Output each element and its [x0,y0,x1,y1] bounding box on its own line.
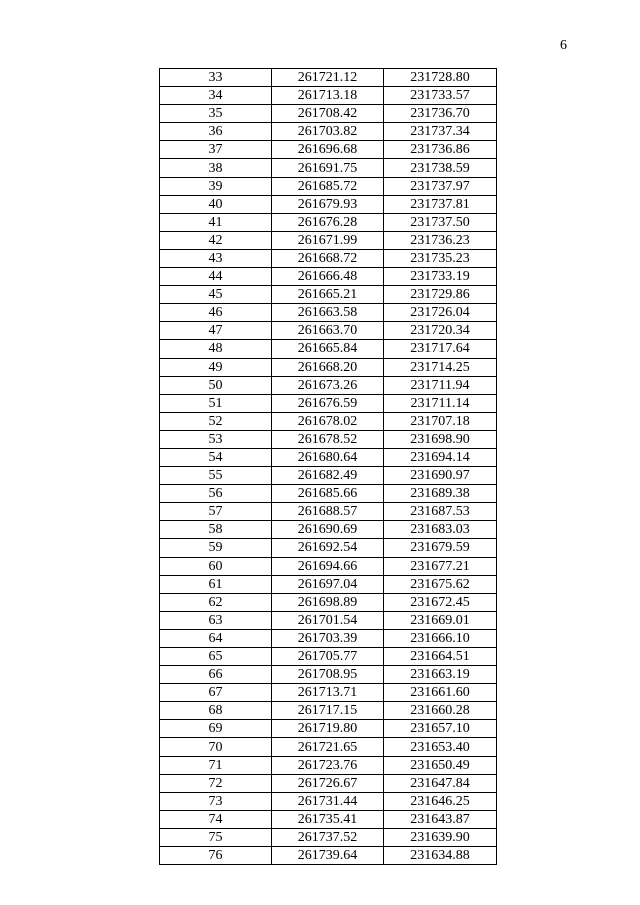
x-coordinate-cell: 261682.49 [272,467,384,485]
point-number-cell: 45 [160,286,272,304]
table-row [160,376,497,394]
y-coordinate-cell: 231672.45 [384,593,497,611]
y-coordinate-cell: 231736.70 [384,105,497,123]
point-number-cell: 34 [160,87,272,105]
x-coordinate-cell: 261708.42 [272,105,384,123]
y-coordinate-cell: 231737.34 [384,123,497,141]
y-coordinate-cell: 231643.87 [384,810,497,828]
point-number-cell: 71 [160,756,272,774]
y-coordinate-cell: 231660.28 [384,702,497,720]
x-coordinate-cell: 261713.71 [272,684,384,702]
table-row [160,738,497,756]
point-number-cell: 44 [160,268,272,286]
point-number-cell: 68 [160,702,272,720]
y-coordinate-cell: 231711.94 [384,376,497,394]
y-coordinate-cell: 231679.59 [384,539,497,557]
y-coordinate-cell: 231683.03 [384,521,497,539]
y-coordinate-cell: 231698.90 [384,430,497,448]
point-number-cell: 64 [160,629,272,647]
x-coordinate-cell: 261663.58 [272,304,384,322]
table-row [160,286,497,304]
point-number-cell: 51 [160,394,272,412]
x-coordinate-cell: 261691.75 [272,159,384,177]
point-number-cell: 39 [160,177,272,195]
point-number-cell: 75 [160,828,272,846]
x-coordinate-cell: 261685.66 [272,485,384,503]
point-number-cell: 62 [160,593,272,611]
table-row [160,611,497,629]
x-coordinate-cell: 261721.12 [272,69,384,87]
point-number-cell: 70 [160,738,272,756]
table-row [160,322,497,340]
table-row [160,666,497,684]
table-row [160,177,497,195]
table-row [160,195,497,213]
x-coordinate-cell: 261703.82 [272,123,384,141]
x-coordinate-cell: 261726.67 [272,774,384,792]
point-number-cell: 66 [160,666,272,684]
y-coordinate-cell: 231733.19 [384,268,497,286]
point-number-cell: 38 [160,159,272,177]
table-row [160,231,497,249]
x-coordinate-cell: 261680.64 [272,448,384,466]
x-coordinate-cell: 261696.68 [272,141,384,159]
y-coordinate-cell: 231650.49 [384,756,497,774]
point-number-cell: 48 [160,340,272,358]
point-number-cell: 65 [160,648,272,666]
table-row [160,394,497,412]
x-coordinate-cell: 261678.52 [272,430,384,448]
point-number-cell: 36 [160,123,272,141]
table-row [160,268,497,286]
point-number-cell: 42 [160,231,272,249]
table-row [160,467,497,485]
x-coordinate-cell: 261679.93 [272,195,384,213]
y-coordinate-cell: 231687.53 [384,503,497,521]
x-coordinate-cell: 261668.20 [272,358,384,376]
x-coordinate-cell: 261676.28 [272,213,384,231]
table-row [160,358,497,376]
y-coordinate-cell: 231736.86 [384,141,497,159]
page-number: 6 [560,38,567,53]
y-coordinate-cell: 231737.50 [384,213,497,231]
x-coordinate-cell: 261717.15 [272,702,384,720]
table-row [160,412,497,430]
table-row [160,430,497,448]
x-coordinate-cell: 261721.65 [272,738,384,756]
y-coordinate-cell: 231690.97 [384,467,497,485]
x-coordinate-cell: 261703.39 [272,629,384,647]
x-coordinate-cell: 261671.99 [272,231,384,249]
point-number-cell: 41 [160,213,272,231]
table-row [160,123,497,141]
y-coordinate-cell: 231717.64 [384,340,497,358]
point-number-cell: 60 [160,557,272,575]
y-coordinate-cell: 231666.10 [384,629,497,647]
table-row [160,557,497,575]
x-coordinate-cell: 261665.21 [272,286,384,304]
y-coordinate-cell: 231646.25 [384,792,497,810]
point-number-cell: 59 [160,539,272,557]
y-coordinate-cell: 231657.10 [384,720,497,738]
point-number-cell: 67 [160,684,272,702]
table-row [160,304,497,322]
table-row [160,684,497,702]
y-coordinate-cell: 231737.97 [384,177,497,195]
point-number-cell: 63 [160,611,272,629]
table-row [160,539,497,557]
table-row [160,702,497,720]
y-coordinate-cell: 231689.38 [384,485,497,503]
point-number-cell: 72 [160,774,272,792]
point-number-cell: 69 [160,720,272,738]
point-number-cell: 54 [160,448,272,466]
table-row [160,792,497,810]
coordinates-table [159,68,497,865]
x-coordinate-cell: 261673.26 [272,376,384,394]
x-coordinate-cell: 261694.66 [272,557,384,575]
x-coordinate-cell: 261731.44 [272,792,384,810]
point-number-cell: 40 [160,195,272,213]
x-coordinate-cell: 261701.54 [272,611,384,629]
y-coordinate-cell: 231737.81 [384,195,497,213]
table-row [160,593,497,611]
point-number-cell: 46 [160,304,272,322]
table-row [160,485,497,503]
table-row [160,828,497,846]
table-row [160,774,497,792]
x-coordinate-cell: 261708.95 [272,666,384,684]
table-row [160,629,497,647]
y-coordinate-cell: 231720.34 [384,322,497,340]
y-coordinate-cell: 231726.04 [384,304,497,322]
x-coordinate-cell: 261719.80 [272,720,384,738]
point-number-cell: 73 [160,792,272,810]
x-coordinate-cell: 261735.41 [272,810,384,828]
table-row [160,69,497,87]
point-number-cell: 76 [160,847,272,865]
x-coordinate-cell: 261678.02 [272,412,384,430]
y-coordinate-cell: 231738.59 [384,159,497,177]
y-coordinate-cell: 231661.60 [384,684,497,702]
x-coordinate-cell: 261676.59 [272,394,384,412]
y-coordinate-cell: 231634.88 [384,847,497,865]
y-coordinate-cell: 231639.90 [384,828,497,846]
table-row [160,87,497,105]
table-row [160,213,497,231]
x-coordinate-cell: 261705.77 [272,648,384,666]
table-row [160,810,497,828]
point-number-cell: 43 [160,249,272,267]
point-number-cell: 52 [160,412,272,430]
y-coordinate-cell: 231653.40 [384,738,497,756]
y-coordinate-cell: 231707.18 [384,412,497,430]
point-number-cell: 61 [160,575,272,593]
y-coordinate-cell: 231729.86 [384,286,497,304]
y-coordinate-cell: 231733.57 [384,87,497,105]
table-row [160,756,497,774]
x-coordinate-cell: 261737.52 [272,828,384,846]
x-coordinate-cell: 261697.04 [272,575,384,593]
y-coordinate-cell: 231669.01 [384,611,497,629]
table-row [160,648,497,666]
coordinates-table-body [160,69,497,865]
y-coordinate-cell: 231675.62 [384,575,497,593]
x-coordinate-cell: 261723.76 [272,756,384,774]
x-coordinate-cell: 261685.72 [272,177,384,195]
y-coordinate-cell: 231714.25 [384,358,497,376]
y-coordinate-cell: 231677.21 [384,557,497,575]
table-row [160,105,497,123]
x-coordinate-cell: 261690.69 [272,521,384,539]
point-number-cell: 58 [160,521,272,539]
y-coordinate-cell: 231736.23 [384,231,497,249]
y-coordinate-cell: 231728.80 [384,69,497,87]
y-coordinate-cell: 231663.19 [384,666,497,684]
x-coordinate-cell: 261739.64 [272,847,384,865]
table-row [160,503,497,521]
point-number-cell: 37 [160,141,272,159]
x-coordinate-cell: 261698.89 [272,593,384,611]
point-number-cell: 33 [160,69,272,87]
table-row [160,340,497,358]
x-coordinate-cell: 261713.18 [272,87,384,105]
point-number-cell: 55 [160,467,272,485]
y-coordinate-cell: 231735.23 [384,249,497,267]
point-number-cell: 57 [160,503,272,521]
table-row [160,448,497,466]
point-number-cell: 56 [160,485,272,503]
y-coordinate-cell: 231647.84 [384,774,497,792]
point-number-cell: 35 [160,105,272,123]
point-number-cell: 50 [160,376,272,394]
table-row [160,249,497,267]
table-row [160,141,497,159]
y-coordinate-cell: 231711.14 [384,394,497,412]
point-number-cell: 53 [160,430,272,448]
table-row [160,847,497,865]
table-row [160,720,497,738]
y-coordinate-cell: 231694.14 [384,448,497,466]
x-coordinate-cell: 261692.54 [272,539,384,557]
x-coordinate-cell: 261666.48 [272,268,384,286]
point-number-cell: 49 [160,358,272,376]
point-number-cell: 47 [160,322,272,340]
x-coordinate-cell: 261688.57 [272,503,384,521]
point-number-cell: 74 [160,810,272,828]
table-row [160,575,497,593]
x-coordinate-cell: 261668.72 [272,249,384,267]
y-coordinate-cell: 231664.51 [384,648,497,666]
x-coordinate-cell: 261665.84 [272,340,384,358]
table-row [160,159,497,177]
x-coordinate-cell: 261663.70 [272,322,384,340]
table-row [160,521,497,539]
